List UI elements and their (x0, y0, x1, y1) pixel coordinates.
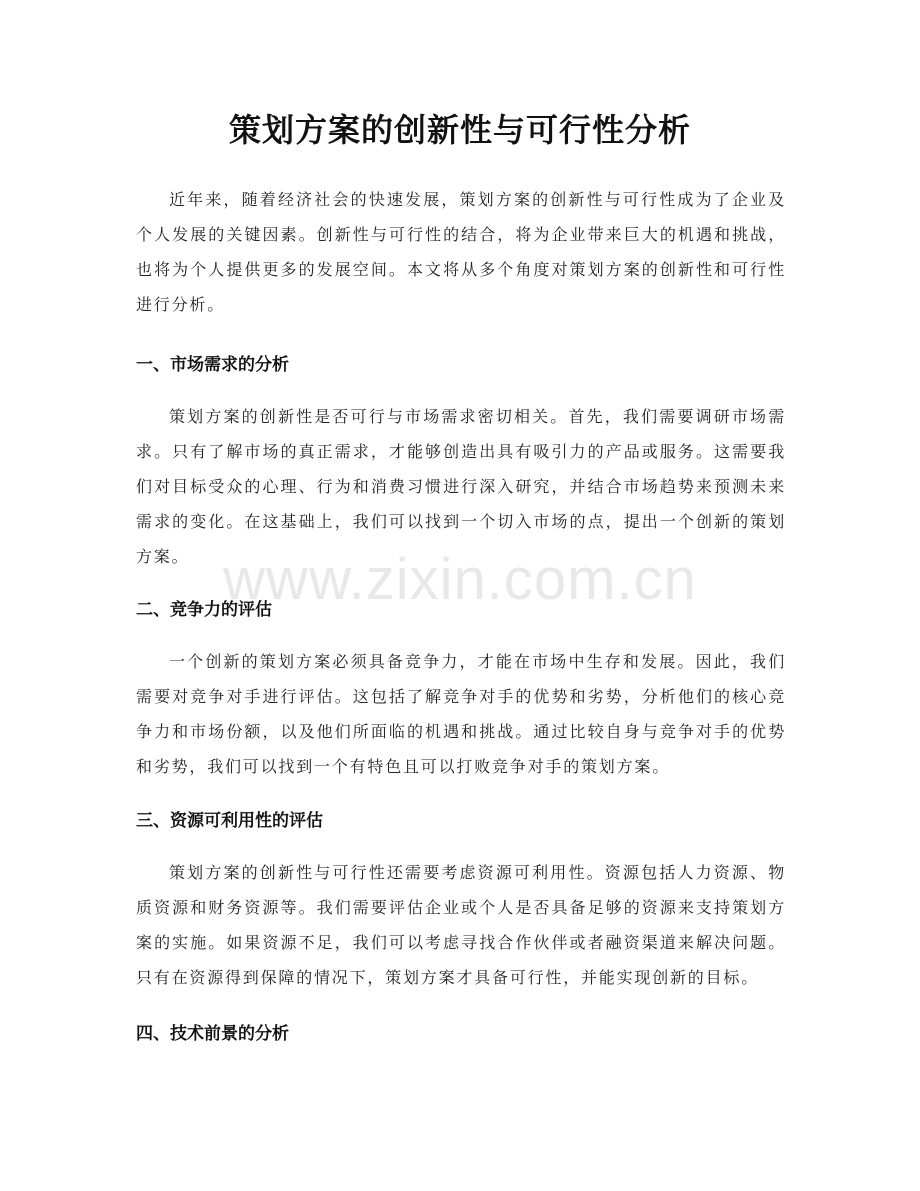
section-heading-market-demand: 一、市场需求的分析 (136, 355, 289, 375)
section-heading-competitiveness: 二、竞争力的评估 (136, 600, 272, 620)
document-body (136, 182, 786, 1052)
section-body-market-demand: 策划方案的创新性是否可行与市场需求密切相关。首先，我们需要调研市场需求。只有了解市场的真正需求，才能够创造出具有吸引力的产品或服务。这需要我们对目标受众的心理、行为和消费习惯进行深入研究，并结合市场趋势来预测未来需求的变化。在这基础上，我们可以找到一个切入市场的点，提出一个创新的策划方案。 (136, 407, 786, 566)
section-body-resources: 策划方案的创新性与可行性还需要考虑资源可利用性。资源包括人力资源、物质资源和财务资源等。我们需要评估企业或个人是否具备足够的资源来支持策划方案的实施。如果资源不足，我们可以考虑寻找合作伙伴或者融资渠道来解决问题。只有在资源得到保障的情况下，策划方案才具备可行性，并能实现创新的目标。 (136, 863, 786, 987)
document-title: 策划方案的创新性与可行性分析 (228, 111, 691, 149)
intro-paragraph: 近年来，随着经济社会的快速发展，策划方案的创新性与可行性成为了企业及个人发展的关键因素。创新性与可行性的结合，将为企业带来巨大的机遇和挑战，也将为个人提供更多的发展空间。本文将从多个角度对策划方案的创新性和可行性进行分析。 (136, 190, 786, 314)
section-heading-technology: 四、技术前景的分析 (136, 1024, 289, 1044)
watermark: www.zixin.com.cn (223, 547, 697, 612)
section-body-competitiveness: 一个创新的策划方案必须具备竞争力，才能在市场中生存和发展。因此，我们需要对竞争对手进行评估。这包括了解竞争对手的优势和劣势，分析他们的核心竞争力和市场份额，以及他们所面临的机遇和挑战。通过比较自身与竞争对手的优势和劣势，我们可以找到一个有特色且可以打败竞争对手的策划方案。 (136, 652, 786, 776)
section-heading-resources: 三、资源可利用性的评估 (136, 811, 323, 831)
